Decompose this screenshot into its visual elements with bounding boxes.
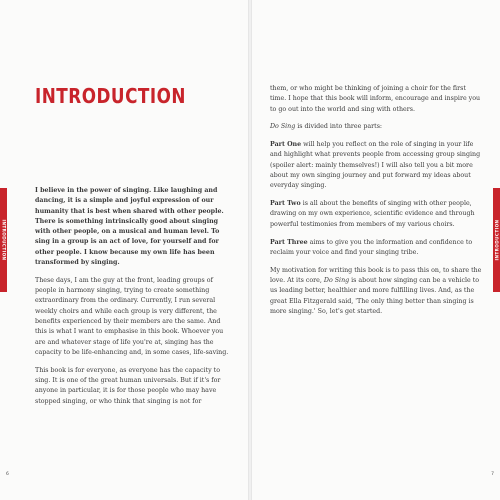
body-paragraph: them, or who might be thinking of joining a choir for the first time. I hope that this book will inform, encourage and inspire you to go out into the world and sing with others. [270,85,481,113]
body-paragraph: This book is for everyone, as everyone has the capacity to sing. It is one of the great human universals. But if it's for anyone in particular, it is for those people who may have stopped singing, or who think that singing is not for [35,366,221,405]
section-tab-label: INTRODUCTION [494,219,499,261]
right-page [252,0,500,500]
book-title-italic: Do Sing [323,276,350,284]
section-tab-label: INTRODUCTION [1,219,6,261]
left-body-text [35,186,231,414]
part-two-paragraph: Part Two is all about the benefits of singing with other people, drawing on my own experience, scientific evidence and through powerful testimonies from members of my various choirs. [270,200,475,228]
part-two-label: Part Two [270,200,301,208]
page-number-right: 7 [491,472,494,477]
motivation-paragraph: My motivation for writing this book is to pass this on, to share the love. At its core, Do Sing is about how singing can be a vehicle to us leading better, healthier and more fulfilling lives. And, as the great Ella Fitzgerald said, 'The only thing better than singing is more singing.' So, let's get started. [270,266,482,315]
left-page [0,0,248,500]
chapter-title: INTRODUCTION [35,84,186,108]
page-number-left: 6 [6,472,9,477]
part-three-paragraph: Part Three aims to give you the information and confidence to reclaim your voice and find your singing tribe. [270,238,473,256]
parts-intro-paragraph: Do Sing is divided into three parts: [270,123,383,131]
part-three-label: Part Three [270,238,308,246]
right-body-text [270,84,484,325]
part-one-label: Part One [270,141,302,149]
section-edge-tab-right [493,188,500,292]
intro-bold-paragraph: I believe in the power of singing. Like laughing and dancing, it is a simple and joyful expression of our humanity that is best when shared with other people. There is something intrinsically good about singing with other people, on a musical and human level. To sing in a group is an act of love, for yourself and for other people. I know because my own life has been transformed by singing. [35,187,224,267]
part-one-paragraph: Part One will help you reflect on the role of singing in your life and highlight what prevents people from accessing group singing (spoiler alert: mainly themselves!) I will also tell you a bit more about my own singing journey and put forward my ideas about everyday singing. [270,141,481,190]
section-edge-tab-left [0,188,7,292]
book-title-italic: Do Sing [270,123,296,131]
body-paragraph: These days, I am the guy at the front, leading groups of people in harmony singing, trying to create something extraordinary from the ordinary. Currently, I run several weekly choirs and while each group is very different, the benefits experienced by their members are the same. And this is what I want to emphasise in this book. Whoever you are and whatever stage of life you're at, singing has the capacity to be life-enhancing and, in some cases, life-saving. [35,276,229,356]
